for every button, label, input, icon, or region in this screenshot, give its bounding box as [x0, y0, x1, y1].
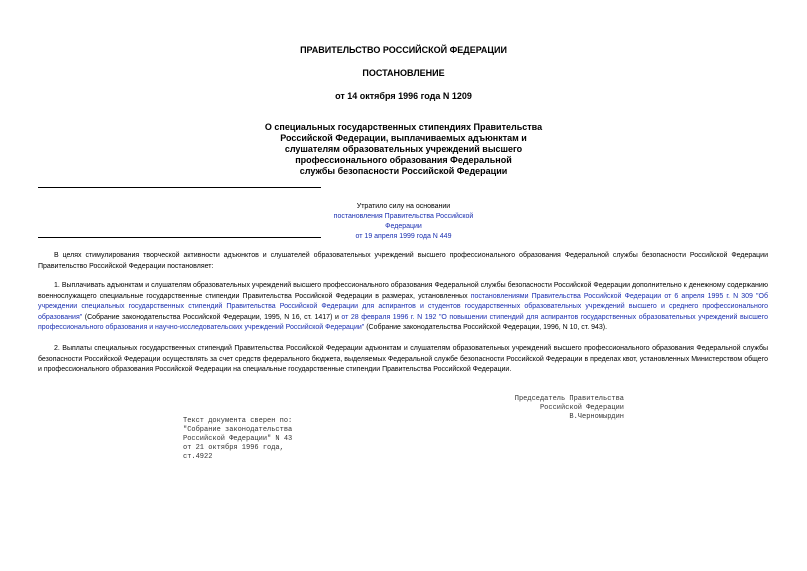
verification-line: Российской Федерации" N 43	[183, 435, 293, 443]
subject-line: О специальных государственных стипендиях Правительства	[264, 122, 543, 132]
clause-1-text-end: (Собрание законодательства Российской Федерации, 1996, N 10, ст. 943).	[364, 324, 608, 331]
status-note	[321, 202, 486, 242]
clause-1-text-mid: (Собрание законодательства Российской Федерации, 1995, N 16, ст. 1417) и	[82, 313, 342, 321]
verification-line: от 21 октября 1996 года,	[183, 444, 284, 452]
signature-name: В.Черномырдин	[569, 413, 624, 421]
verification-line: "Собрание законодательства	[183, 426, 293, 434]
document-type: ПОСТАНОВЛЕНИЕ	[362, 68, 445, 78]
verification-line: ст.4922	[183, 453, 213, 461]
preamble-paragraph	[38, 251, 768, 272]
verification-line: Текст документа сверен по:	[183, 417, 293, 425]
subject-line: слушателям образовательных учреждений высшего	[284, 144, 523, 154]
signature-title-country: Российской Федерации	[539, 404, 624, 412]
signature-title: Председатель Правительства	[514, 395, 624, 403]
repeal-decree-link-date[interactable]: от 19 апреля 1999 года N 449	[355, 233, 452, 240]
signature-block	[515, 395, 624, 422]
document-subject	[0, 122, 807, 177]
subject-line: Российской Федерации, выплачиваемых адъюнктам и	[280, 133, 527, 143]
repeal-decree-link[interactable]: постановления Правительства Российской Федерации	[333, 213, 474, 230]
decree-192-link[interactable]: от 28 февраля 1996 г. N 192 "О повышении стипендий для аспирантов государственных образовательных учреждений высшего профессионального образования и научно-исследовательских учреждений Российской Федерации"	[38, 313, 768, 331]
divider-top	[38, 187, 321, 188]
clause-2-text: 2. Выплаты специальных государственных стипендий Правительства Российской Федерации адъюнктам и слушателям образовательных учреждений высшего профессионального образования Федеральной службы безопасности Российской Федерации осуществлять за счет средств федерального бюджета, выделяемых Федеральной службе безопасности Российской Федерации в пределах квот, установленных Министерством общего и профессионального образования Российской Федерации на специальные государственные стипендии Правительства Российской Федерации.	[38, 345, 768, 373]
divider-bottom	[38, 237, 321, 238]
verification-note	[183, 417, 292, 462]
clause-1-text: 1. Выплачивать адъюнктам и слушателям образовательных учреждений высшего профессионального образования Федеральной службы безопасности Российской Федерации дополнительно к денежному содержанию военнослужащего специальные государственные стипендии Правительства Российской Федерации в размерах, установленных	[38, 282, 768, 300]
document-date-number: от 14 октября 1996 года N 1209	[335, 91, 472, 101]
government-title: ПРАВИТЕЛЬСТВО РОССИЙСКОЙ ФЕДЕРАЦИИ	[300, 45, 507, 55]
subject-line: профессионального образования Федеральной	[295, 155, 512, 165]
clause-1-paragraph	[38, 281, 768, 334]
preamble-text: В целях стимулирования творческой активности адъюнктов и слушателей образовательных учреждений высшего профессионального образования Федеральной службы безопасности Российской Федерации Правительство Российской Федерации постановляет:	[38, 252, 768, 270]
decree-309-link[interactable]: постановлениями Правительства Российской Федерации от 6 апреля 1995 г. N 309 "Об учреждении специальных государственных стипендий Правительства Российской Федерации для аспирантов и студентов государственных образовательных учреждений высшего и среднего профессионального образования"	[38, 292, 769, 321]
clause-2-paragraph	[38, 344, 768, 376]
status-note-text: Утратило силу на основании	[356, 203, 451, 210]
subject-line: службы безопасности Российской Федерации	[299, 166, 508, 176]
